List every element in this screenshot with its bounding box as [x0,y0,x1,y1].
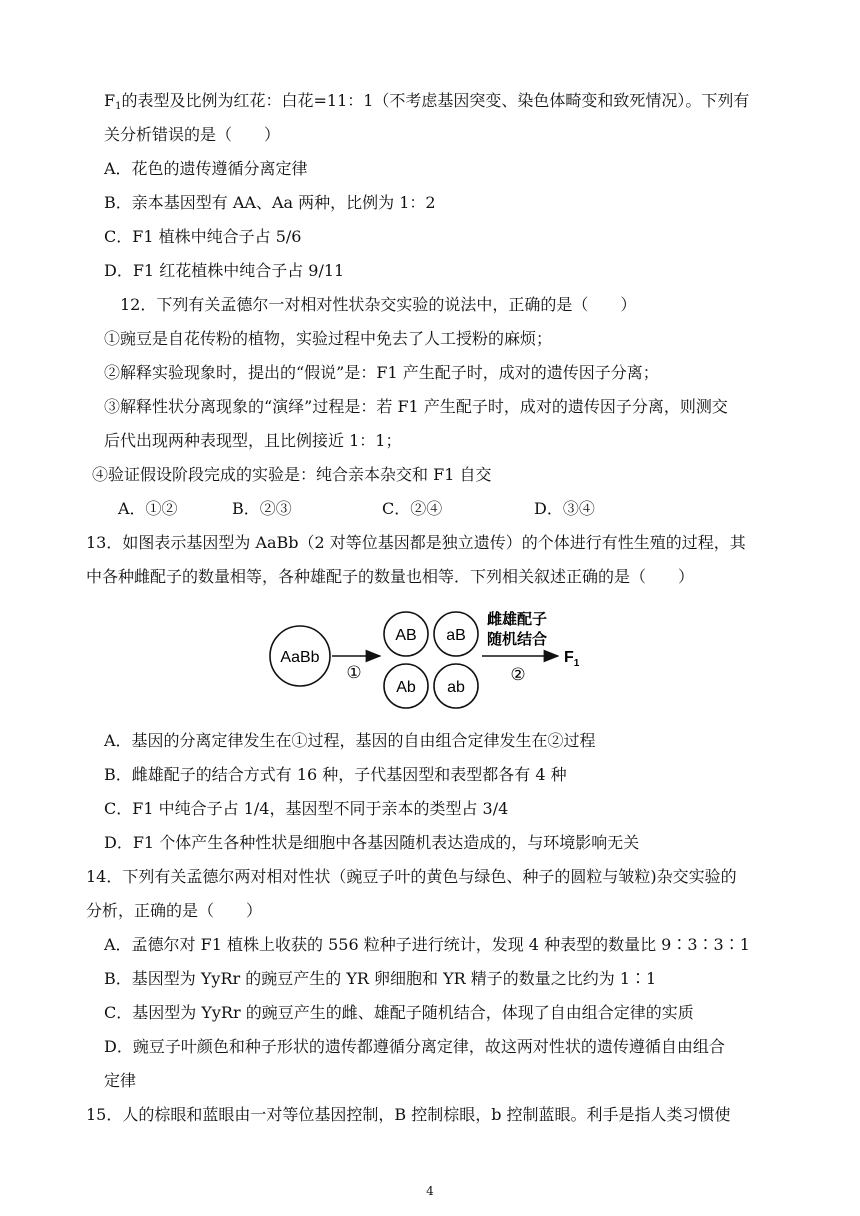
page-number: 4 [426,1184,434,1198]
q11-option-c[interactable]: C．F1 植株中纯合子占 5/6 [104,227,302,246]
q11-stem-line1: F1的表型及比例为红花：白花=11：1（不考虑基因突变、染色体畸变和致死情况）。下列有 [104,91,750,112]
q13-option-a[interactable]: A．基因的分离定律发生在①过程，基因的自由组合定律发生在②过程 [104,731,596,750]
q14-option-d-cont: 定律 [104,1071,137,1090]
q11-option-a[interactable]: A．花色的遗传遵循分离定律 [104,159,308,178]
parent-node [270,626,330,686]
gamete-diagram [262,606,602,710]
q13-option-b[interactable]: B．雌雄配子的结合方式有 16 种，子代基因型和表型都各有 4 种 [104,765,567,784]
random-union-label-top: 雌雄配子 [486,610,548,628]
svg-text:aB: aB [446,627,466,644]
q13-stem-line2: 中各种雌配子的数量相等，各种雄配子的数量也相等．下列相关叙述正确的是（ ） [86,567,695,586]
svg-text:AB: AB [395,627,417,644]
q15-stem-line1: 15．人的棕眼和蓝眼由一对等位基因控制，B 控制棕眼，b 控制蓝眼。利手是指人类习惯使 [86,1105,731,1124]
svg-text:Ab: Ab [396,679,416,696]
q11-option-b[interactable]: B．亲本基因型有 AA、Aa 两种，比例为 1：2 [104,193,436,212]
gamete-Ab [384,664,428,708]
q14-option-c[interactable]: C．基因型为 YyRr 的豌豆产生的雌、雄配子随机结合，体现了自由组合定律的实质 [104,1003,694,1022]
q14-option-a[interactable]: A．孟德尔对 F1 植株上收获的 556 粒种子进行统计，发现 4 种表型的数量比 9∶3∶3∶1 [104,935,750,954]
svg-text:ab: ab [447,679,465,696]
q14-option-b[interactable]: B．基因型为 YyRr 的豌豆产生的 YR 卵细胞和 YR 精子的数量之比约为 1∶1 [104,969,657,988]
q12-item-1: ①豌豆是自花传粉的植物，实验过程中免去了人工授粉的麻烦； [104,329,553,348]
q11-stem-line2: 关分析错误的是（ ） [104,125,281,144]
q12-choice-b[interactable]: B．②③ [232,499,292,518]
gamete-ab [434,664,478,708]
q13-stem-line1: 13．如图表示基因型为 AaBb（2 对等位基因都是独立遗传）的个体进行有性生殖的过程，其 [86,533,746,552]
result-label: $F_1$ [564,649,580,669]
q12-item-2: ②解释实验现象时，提出的“假说”是：F1 产生配子时，成对的遗传因子分离； [104,363,659,382]
q14-stem-line1: 14．下列有关孟德尔两对相对性状（豌豆子叶的黄色与绿色、种子的圆粒与皱粒)杂交实验的 [86,867,737,886]
q14-stem-line2: 分析，正确的是（ ） [86,901,263,920]
random-union-label-bottom: 随机结合 [486,630,548,648]
q11-option-d[interactable]: D．F1 红花植株中纯合子占 9/11 [104,261,345,280]
gamete-AB [384,612,428,656]
parent-label: AaBb [280,649,320,666]
q12-item-3-cont: 后代出现两种表现型，且比例接近 1：1； [104,431,402,450]
q12-stem: 12．下列有关孟德尔一对相对性状杂交实验的说法中，正确的是（ ） [120,295,637,314]
q14-option-d[interactable]: D．豌豆子叶颜色和种子形状的遗传都遵循分离定律，故这两对性状的遗传遵循自由组合 [104,1037,725,1056]
q12-choice-a[interactable]: A．①② [118,499,178,518]
q12-item-3: ③解释性状分离现象的“演绎”过程是：若 F1 产生配子时，成对的遗传因子分离，则测交 [104,397,728,416]
q12-choice-d[interactable]: D．③④ [534,499,595,518]
step1-label: ① [346,663,362,683]
q13-option-d[interactable]: D．F1 个体产生各种性状是细胞中各基因随机表达造成的，与环境影响无关 [104,833,640,852]
q13-option-c[interactable]: C．F1 中纯合子占 1/4，基因型不同于亲本的类型占 3/4 [104,799,509,818]
q12-item-4: ④验证假设阶段完成的实验是：纯合亲本杂交和 F1 自交 [92,465,492,484]
step2-label: ② [510,665,526,685]
gamete-aB [434,612,478,656]
q12-choice-c[interactable]: C．②④ [382,499,443,518]
